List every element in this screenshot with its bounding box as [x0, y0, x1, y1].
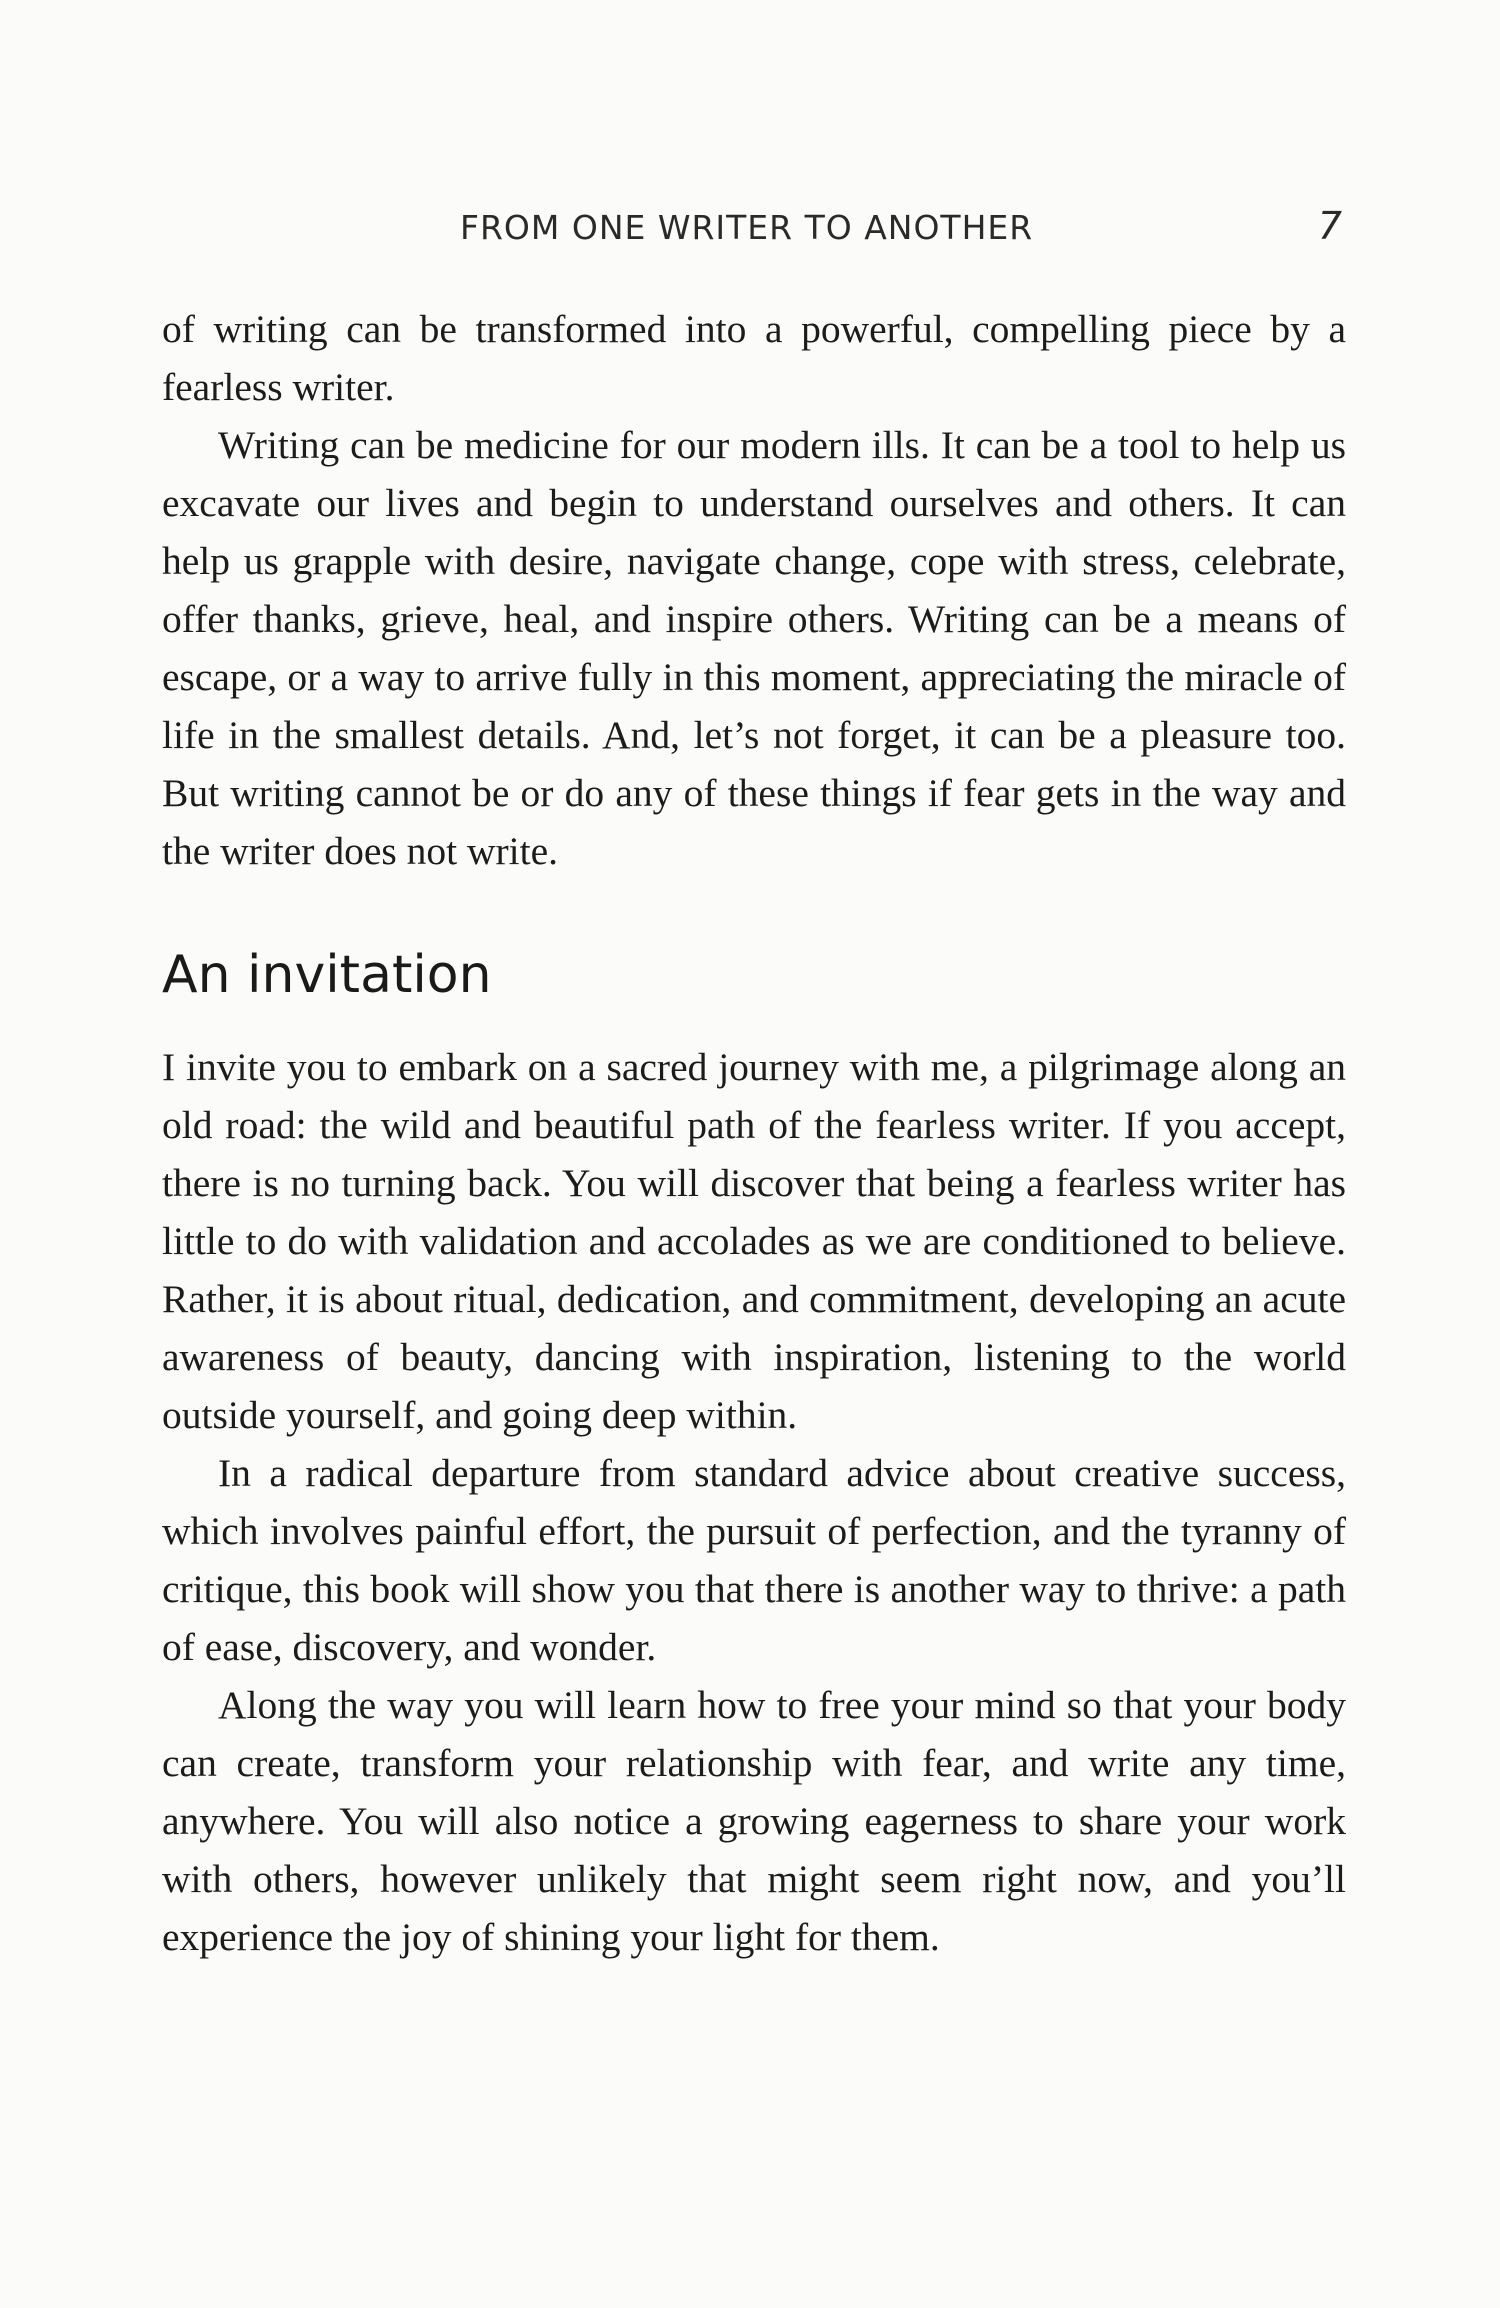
body-text-continued	[162, 300, 1346, 880]
section-heading: An invitation	[162, 945, 492, 1005]
running-title: FROM ONE WRITER TO ANOTHER	[460, 208, 1034, 247]
page-number: 7	[1317, 204, 1342, 248]
paragraph: Along the way you will learn how to free your mind so that your body can create, transform your relationship with fear, and write any time, anywhere. You will also notice a growing eagerness to share your work with others, however unlikely that might seem right now, and you’ll experience the joy of shining your light for them.	[162, 1683, 1346, 1959]
paragraph: Writing can be medicine for our modern ills. It can be a tool to help us excavate our lives and begin to understand ourselves and others. It can help us grapple with desire, navigate change, cope with stress, celebrate, offer thanks, grieve, heal, and inspire others. Writing can be a means of escape, or a way to arrive fully in this moment, appreciating the miracle of life in the smallest details. And, let’s not forget, it can be a pleasure too. But writing cannot be or do any of these things if fear gets in the way and the writer does not write.	[162, 423, 1346, 873]
paragraph: of writing can be transformed into a powerful, compelling piece by a fearless writer.	[162, 307, 1346, 409]
paragraph: In a radical departure from standard advice about creative success, which involves painful effort, the pursuit of perfection, and the tyranny of critique, this book will show you that there is another way to thrive: a path of ease, discovery, and wonder.	[162, 1451, 1346, 1669]
book-page	[162, 0, 1346, 2308]
paragraph: I invite you to embark on a sacred journey with me, a pilgrimage along an old road: the wild and beautiful path of the fearless writer. If you accept, there is no turning back. You will discover that being a fearless writer has little to do with validation and accolades as we are conditioned to believe. Rather, it is about ritual, dedication, and commitment, developing an acute awareness of beauty, dancing with inspiration, listening to the world outside yourself, and going deep within.	[162, 1045, 1346, 1437]
running-head	[162, 202, 1346, 252]
body-text-invitation	[162, 1038, 1346, 1966]
